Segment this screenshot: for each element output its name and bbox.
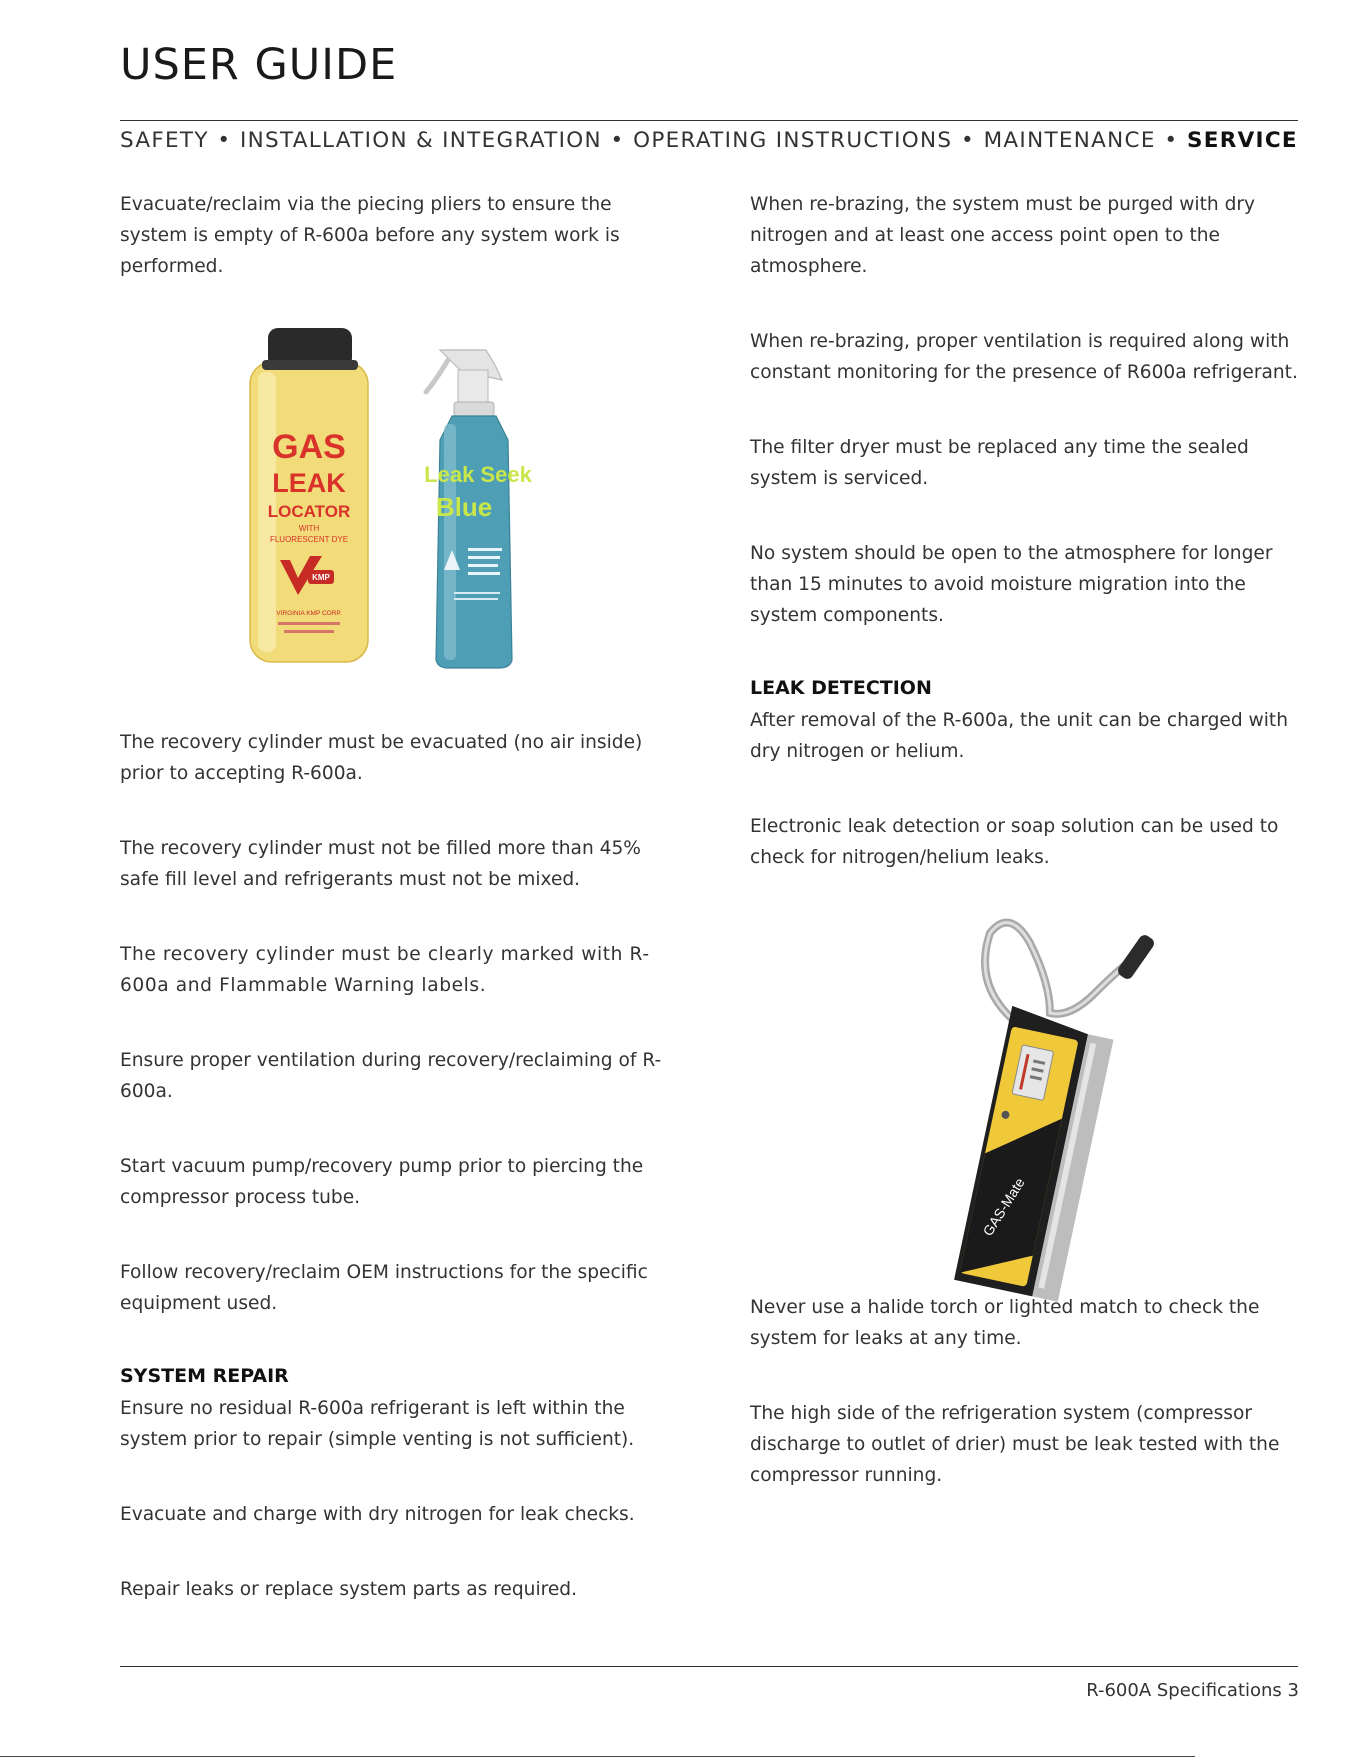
bottle-brand-kmp: KMP: [312, 573, 330, 582]
paragraph-rebrazing-purge: When re-brazing, the system must be purged with dry nitrogen and at least one access point open to the atmosphere.: [750, 194, 1256, 277]
paragraph-recovery-evacuated: The recovery cylinder must be evacuated (no air inside) prior to accepting R-600a.: [120, 732, 643, 784]
paragraph-residual-refrigerant: Ensure no residual R-600a refrigerant is left within the system prior to repair (simple venting is not sufficient).: [120, 1398, 635, 1450]
paragraph-repair-leaks: Repair leaks or replace system parts as required.: [120, 1579, 578, 1600]
electronic-leak-detector-image: [880, 913, 1180, 1313]
paragraph-vacuum-pump: Start vacuum pump/recovery pump prior to piercing the compressor process tube.: [120, 1156, 644, 1208]
paragraph-charge-nitrogen: After removal of the R-600a, the unit can be charged with dry nitrogen or helium.: [750, 710, 1288, 762]
bottle-text-fluorescent: FLUORESCENT DYE: [269, 535, 349, 544]
paragraph-open-atmosphere: No system should be open to the atmosphere for longer than 15 minutes to avoid moisture migration into the system components.: [750, 543, 1273, 626]
paragraph-halide-torch: Never use a halide torch or lighted match to check the system for leaks at any time.: [750, 1297, 1260, 1349]
bottle-maker: VIRGINIA KMP CORP.: [276, 610, 342, 617]
nav-separator: •: [960, 128, 975, 153]
nav-maintenance: MAINTENANCE: [983, 128, 1156, 153]
paragraph-recovery-labels: The recovery cylinder must be clearly marked with R-600a and Flammable Warning labels.: [120, 944, 650, 996]
footer-divider: [120, 1666, 1298, 1667]
page-edge-line: [0, 1756, 1195, 1757]
paragraph-high-side-test: The high side of the refrigeration system (compressor discharge to outlet of drier) must be leak tested with the compressor running.: [750, 1403, 1280, 1486]
paragraph-filter-dryer: The filter dryer must be replaced any time the sealed system is serviced.: [750, 437, 1249, 489]
paragraph-recovery-fill-level: The recovery cylinder must not be filled more than 45% safe fill level and refrigerants must not be mixed.: [120, 838, 641, 890]
right-column-lower: [750, 1292, 1310, 1491]
heading-system-repair: SYSTEM REPAIR: [120, 1365, 289, 1387]
heading-leak-detection: LEAK DETECTION: [750, 677, 932, 699]
bottle-text-leak: LEAK: [272, 468, 346, 498]
bottle-text-gas: GAS: [272, 428, 346, 466]
paragraph-evacuate-reclaim: Evacuate/reclaim via the piecing pliers to ensure the system is empty of R-600a before any system work is performed.: [120, 194, 620, 277]
probe-tip-icon: [1116, 933, 1157, 981]
nav-separator: •: [1164, 128, 1179, 153]
nav-separator: •: [217, 128, 232, 153]
bottle-text-with: WITH: [298, 524, 320, 533]
bottle-text-blue: Blue: [435, 492, 493, 522]
left-column: [120, 189, 680, 282]
paragraph-ventilation: Ensure proper ventilation during recovery/reclaiming of R-600a.: [120, 1050, 662, 1102]
leak-detection-bottles-image: [240, 320, 540, 680]
nav-safety: SAFETY: [120, 128, 209, 153]
page-title: USER GUIDE: [120, 40, 398, 90]
paragraph-oem-instructions: Follow recovery/reclaim OEM instructions for the specific equipment used.: [120, 1262, 648, 1314]
detector-brand-label: GAS-Mate: [979, 1174, 1028, 1239]
paragraph-electronic-detection: Electronic leak detection or soap solution can be used to check for nitrogen/helium leaks.: [750, 816, 1279, 868]
left-column-lower: [120, 727, 680, 1605]
header-divider: [120, 120, 1298, 121]
bottle-text-locator: LOCATOR: [267, 502, 351, 521]
nav-operating: OPERATING INSTRUCTIONS: [633, 128, 953, 153]
section-breadcrumb: [120, 128, 1298, 153]
paragraph-dry-nitrogen: Evacuate and charge with dry nitrogen for leak checks.: [120, 1504, 635, 1525]
nav-separator: •: [610, 128, 625, 153]
right-column: [750, 189, 1310, 873]
bottle-text-leak-seek: Leak Seek: [424, 462, 532, 487]
paragraph-rebrazing-ventilation: When re-brazing, proper ventilation is required along with constant monitoring for the presence of R600a refrigerant.: [750, 331, 1298, 383]
gas-mate-detector: [954, 1006, 1116, 1302]
nav-service-current: SERVICE: [1186, 128, 1298, 153]
nav-installation: INSTALLATION & INTEGRATION: [240, 128, 602, 153]
gas-leak-locator-bottle: [250, 328, 368, 662]
leak-seek-blue-bottle: [424, 350, 532, 668]
page-footer: R-600A Specifications 3: [1086, 1680, 1299, 1701]
